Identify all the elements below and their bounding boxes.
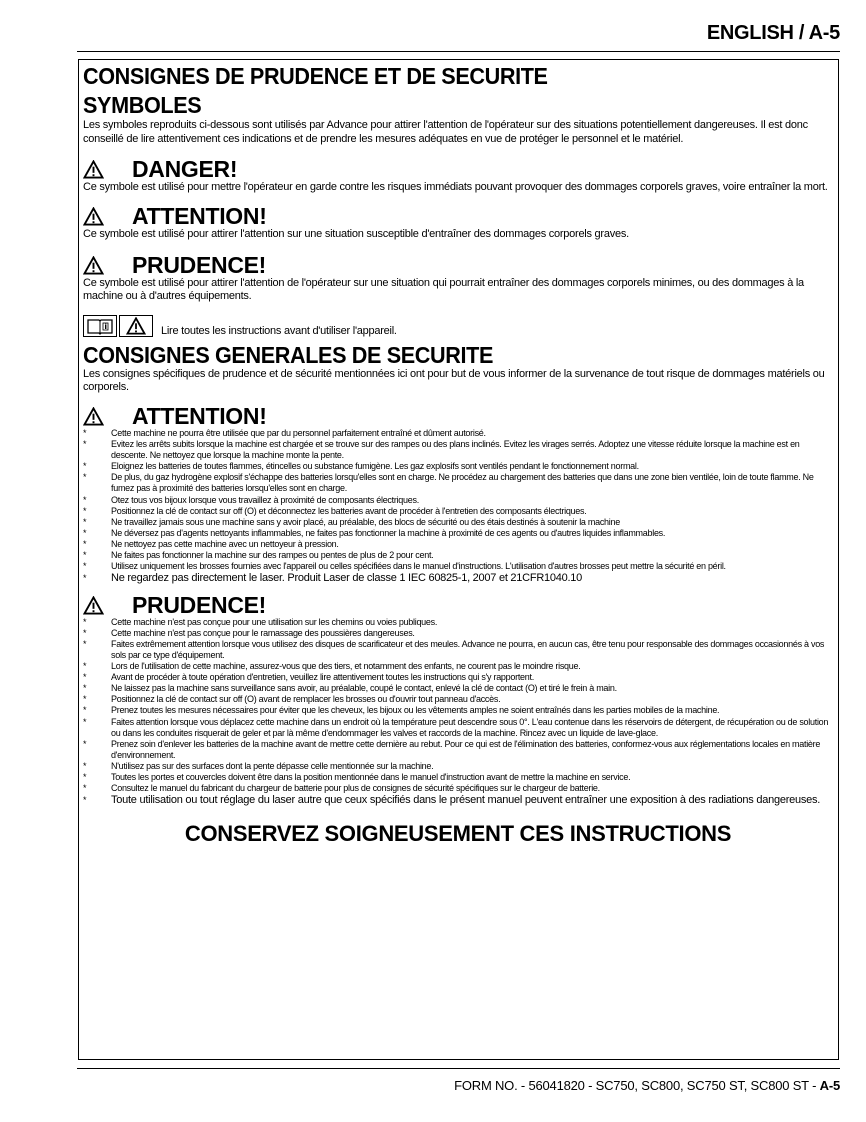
list-item: * Eloignez les batteries de toutes flammes, étincelles ou substance fumigène. Les gaz explosifs sont ventilés pendant le fonctionnement normal. (83, 461, 833, 472)
list-item: * Ne travaillez jamais sous une machine sans y avoir placé, au préalable, des blocs de sécurité ou des étais destinés à soutenir la machine (83, 517, 833, 528)
list-item: * Ne faites pas fonctionner la machine sur des rampes ou pentes de plus de 2 pour cent. (83, 550, 833, 561)
general-prudence-label: PRUDENCE! (132, 591, 267, 618)
read-instructions-text: Lire toutes les instructions avant d'utiliser l'appareil. (161, 325, 397, 337)
list-item: * Utilisez uniquement les brosses fournies avec l'appareil ou celles spécifiées dans le manuel d'instructions. L'utilisation d'autres brosses peut mettre la sécurité en péril. (83, 561, 833, 572)
list-item: * Toute utilisation ou tout réglage du laser autre que ceux spécifiés dans le présent manuel peuvent entraîner une exposition à des radiations dangereuses. (83, 794, 833, 807)
list-item: * Ne nettoyez pas cette machine avec un nettoyeur à pression. (83, 539, 833, 550)
warning-triangle-icon (83, 596, 104, 615)
list-item: * Positionnez la clé de contact sur off (O) et déconnectez les batteries avant de procéder à l'entretien des composants électriques. (83, 506, 833, 517)
danger-label: DANGER! (132, 156, 238, 182)
list-item: * Evitez les arrêts subits lorsque la machine est chargée et se trouve sur des rampes ou des plans inclinés. Evitez les virages serrés. Adoptez une vitesse réduite lorsque la machine est en descente. Ne nettoyez que lorsque la machine monte la pente. (83, 439, 833, 461)
prudence-text: Ce symbole est utilisé pour attirer l'attention de l'opérateur sur une situation qui pourrait entraîner des dommages corporels minimes, ou des dommages à la machine ou à d'autres équipements. (83, 277, 804, 302)
list-item: * Ne laissez pas la machine sans surveillance sans avoir, au préalable, coupé le contact, enlevé la clé de contact (O) et tiré le frein à main. (83, 683, 833, 694)
list-item: * Prenez toutes les mesures nécessaires pour éviter que les cheveux, les bijoux ou les vêtements amples ne soient entraînés dans les parties mobiles de la machine. (83, 705, 833, 716)
main-content (83, 64, 833, 847)
manual-book-icon (83, 315, 117, 337)
warning-triangle-icon (83, 256, 104, 275)
list-item: * Cette machine n'est pas conçue pour une utilisation sur les chemins ou voies publiques. (83, 617, 833, 628)
list-item: * Toutes les portes et couvercles doivent être dans la position mentionnée dans le manuel d'instruction avant de mettre la machine en service. (83, 772, 833, 783)
list-item: * Faites attention lorsque vous déplacez cette machine dans un endroit où la température peut descendre sous 0°. L'eau contenue dans les réservoirs de détergent, de récupération ou de solution ou dans les conduites risquerait de geler et par là même d'endommager les valves et raccords de la machine. Rincez avec un liquide de lave-glace. (83, 717, 833, 739)
list-item: * Cette machine n'est pas conçue pour le ramassage des poussières dangereuses. (83, 628, 833, 639)
page-header: ENGLISH / A-5 (706, 22, 840, 44)
symbols-intro: Les symboles reproduits ci-dessous sont utilisés par Advance pour attirer l'attention de l'opérateur sur des situations potentiellement dangereuses. Il est donc conseillé de lire attentivement ces indications et de prendre les mesures adéquates en vue de protéger le personnel et le matériel. (83, 119, 808, 145)
general-intro: Les consignes spécifiques de prudence et de sécurité mentionnées ici ont pour but de vous informer de la survenance de tout risque de dommages matériels ou corporels. (83, 368, 825, 393)
prudence-label: PRUDENCE! (132, 252, 267, 278)
list-item: * Consultez le manuel du fabricant du chargeur de batterie pour plus de consignes de sécurité spécifiques sur le chargeur de batterie. (83, 783, 833, 794)
warning-triangle-icon (119, 315, 153, 337)
warning-triangle-icon (83, 207, 104, 226)
general-prudence-heading (83, 591, 833, 617)
page-footer (454, 1078, 840, 1093)
prudence-heading (83, 251, 833, 277)
attention-text: Ce symbole est utilisé pour attirer l'attention sur une situation susceptible d'entraîner des dommages corporels graves. (83, 228, 629, 240)
warning-triangle-icon (83, 407, 104, 426)
danger-heading (83, 155, 833, 181)
footer-form-number: FORM NO. - 56041820 - SC750, SC800, SC750 ST, SC800 ST - (454, 1078, 820, 1093)
closing-statement: CONSERVEZ SOIGNEUSEMENT CES INSTRUCTIONS (184, 820, 732, 846)
read-instructions-row (83, 309, 833, 337)
footer-page-number: A-5 (819, 1078, 840, 1093)
attention-heading (83, 202, 833, 228)
list-item: * Positionnez la clé de contact sur off (O) avant de remplacer les brosses ou d'ouvrir tout panneau d'accès. (83, 694, 833, 705)
list-item: * Otez tous vos bijoux lorsque vous travaillez à proximité de composants électriques. (83, 495, 833, 506)
list-item: * Cette machine ne pourra être utilisée que par du personnel parfaitement entraîné et dûment autorisé. (83, 428, 833, 439)
symbols-heading: SYMBOLES (83, 92, 202, 118)
list-item: * Faites extrêmement attention lorsque vous utilisez des disques de scarificateur et des meules. Advance ne pourra, en aucun cas, être tenu pour responsable des dommages occasionnés à vos sols par ce type d'équipement. (83, 639, 833, 661)
prudence-list (83, 617, 833, 807)
warning-triangle-icon (83, 160, 104, 179)
footer-rule (77, 1068, 840, 1069)
general-heading: CONSIGNES GENERALES DE SECURITE (83, 342, 494, 368)
list-item: * N'utilisez pas sur des surfaces dont la pente dépasse celle mentionnée sur la machine. (83, 761, 833, 772)
general-attention-heading (83, 402, 833, 428)
list-item: * Lors de l'utilisation de cette machine, assurez-vous que des tiers, et notamment des enfants, ne courent pas le moindre risque. (83, 661, 833, 672)
list-item: * Avant de procéder à toute opération d'entretien, veuillez lire attentivement toutes les instructions qui s'y rapportent. (83, 672, 833, 683)
general-attention-label: ATTENTION! (132, 403, 267, 429)
list-item: * Ne déversez pas d'agents nettoyants inflammables, ne faites pas fonctionner la machine à proximité de ces agents ou d'autres liquides inflammables. (83, 528, 833, 539)
list-item: * Prenez soin d'enlever les batteries de la machine avant de mettre cette dernière au rebut. Pour ce qui est de l'élimination des batteries, conformez-vous aux réglementations locales en matière d'environnement. (83, 739, 833, 761)
list-item: * Ne regardez pas directement le laser. Produit Laser de classe 1 IEC 60825-1, 2007 et 21CFR1040.10 (83, 572, 833, 585)
attention-list (83, 428, 833, 585)
header-rule (77, 51, 840, 52)
attention-label: ATTENTION! (132, 203, 267, 229)
page-title: CONSIGNES DE PRUDENCE ET DE SECURITE (83, 63, 548, 89)
danger-text: Ce symbole est utilisé pour mettre l'opérateur en garde contre les risques immédiats pouvant provoquer des dommages corporels graves, voire entraîner la mort. (83, 181, 828, 193)
list-item: * De plus, du gaz hydrogène explosif s'échappe des batteries lorsqu'elles sont en charge. Ne procédez au chargement des batteries que dans une zone bien ventilée, loin de toute flamme. Ne fumez pas à proximité des batteries lorsqu'elles sont en charge. (83, 472, 833, 494)
